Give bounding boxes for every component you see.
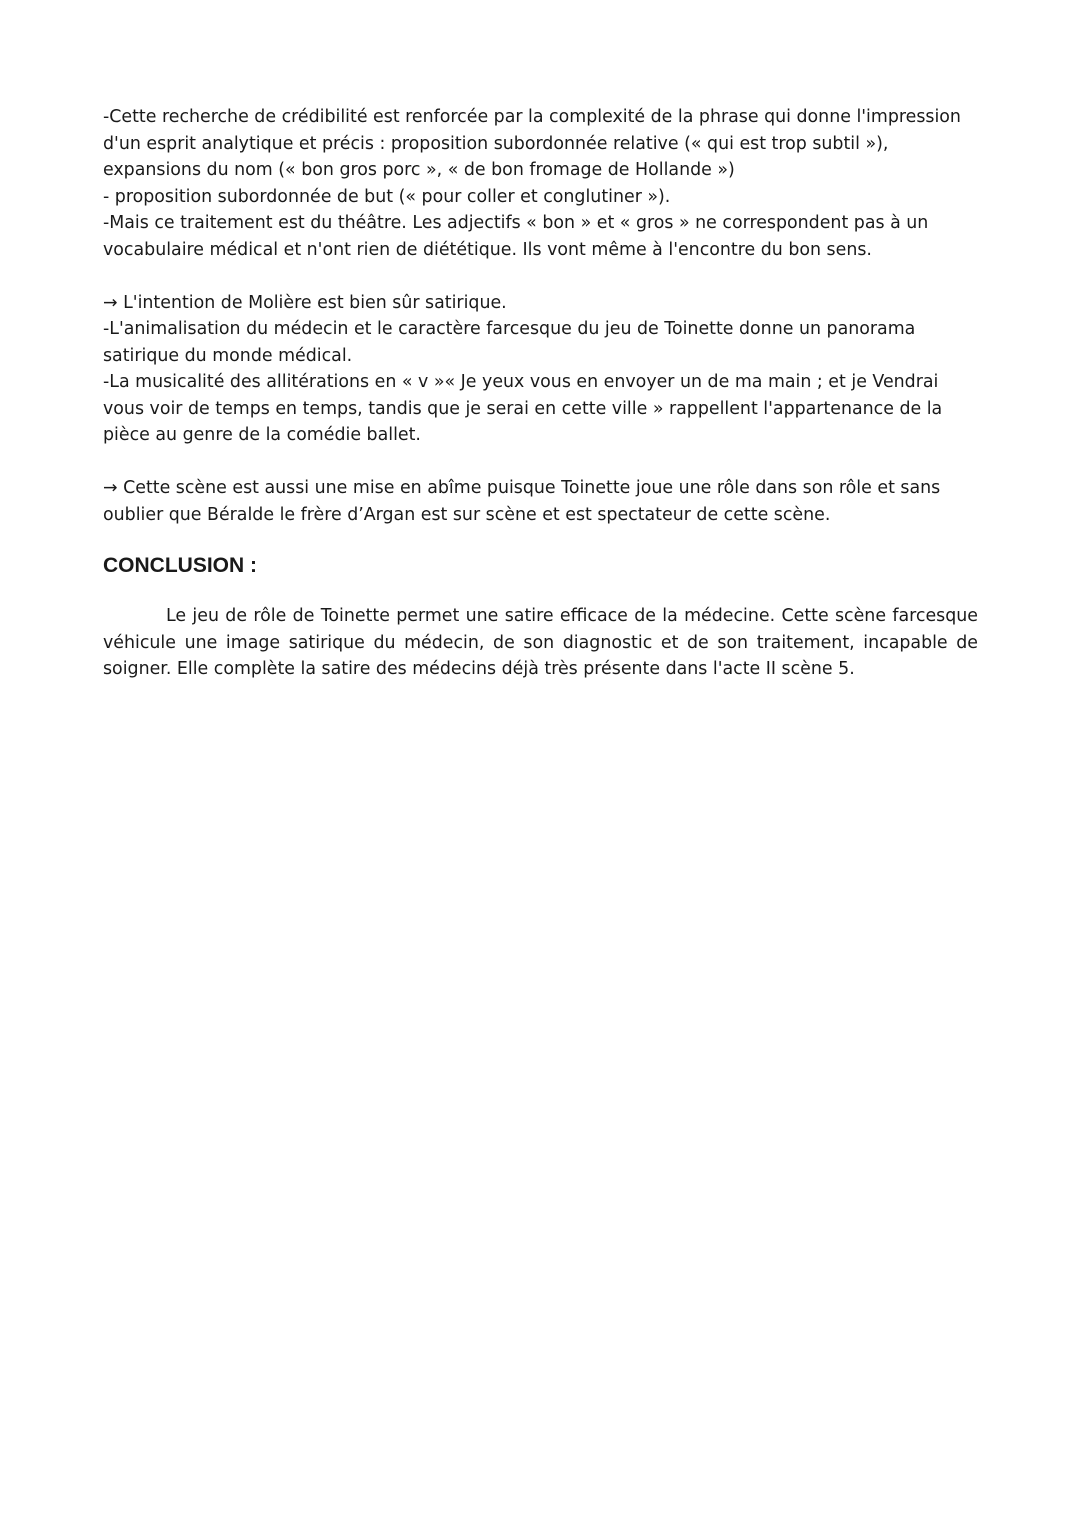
paragraph-credibility	[103, 104, 978, 263]
text-line: -L'animalisation du médecin et le caractère farcesque du jeu de Toinette donne un panorama	[103, 319, 916, 339]
conclusion-heading: CONCLUSION :	[103, 554, 257, 577]
text-line: oublier que Béralde le frère d’Argan est sur scène et est spectateur de cette scène.	[103, 504, 831, 525]
text-line: - proposition subordonnée de but (« pour coller et conglutiner »).	[103, 186, 671, 207]
paragraph-mise-en-abime	[103, 475, 978, 528]
paragraph-spacer	[103, 528, 978, 552]
paragraph-spacer	[103, 263, 978, 290]
text-line: vous voir de temps en temps, tandis que je serai en cette ville » rappellent l'appartenance de la	[103, 398, 943, 419]
text-line: pièce au genre de la comédie ballet.	[103, 425, 421, 445]
document-body	[103, 104, 978, 683]
paragraph-spacer	[103, 449, 978, 476]
text-line: satirique du monde médical.	[103, 345, 353, 366]
text-line: → Cette scène est aussi une mise en abîme puisque Toinette joue une rôle dans son rôle et sans	[103, 478, 941, 498]
conclusion-text: Le jeu de rôle de Toinette permet une satire efficace de la médecine. Cette scène farcesque véhicule une image satirique du médecin, de son diagnostic et de son traitement, incapable de soigner. Elle complète la satire des médecins déjà très présente dans l'acte II scène 5.	[103, 606, 978, 679]
text-line: -La musicalité des allitérations en « v »« Je yeux vous en envoyer un de ma main ; et je Vendrai	[103, 372, 939, 392]
paragraph-satire-intention	[103, 290, 978, 449]
text-line: -Mais ce traitement est du théâtre. Les adjectifs « bon » et « gros » ne correspondent pas à un	[103, 213, 929, 233]
text-line: expansions du nom (« bon gros porc », « de bon fromage de Hollande »)	[103, 160, 735, 180]
text-line: -Cette recherche de crédibilité est renforcée par la complexité de la phrase qui donne l'impression	[103, 107, 961, 127]
text-line: vocabulaire médical et n'ont rien de diététique. Ils vont même à l'encontre du bon sens.	[103, 239, 872, 260]
text-line: d'un esprit analytique et précis : proposition subordonnée relative (« qui est trop subtil »),	[103, 133, 889, 154]
conclusion-paragraph	[103, 603, 978, 683]
text-line: → L'intention de Molière est bien sûr satirique.	[103, 292, 507, 313]
